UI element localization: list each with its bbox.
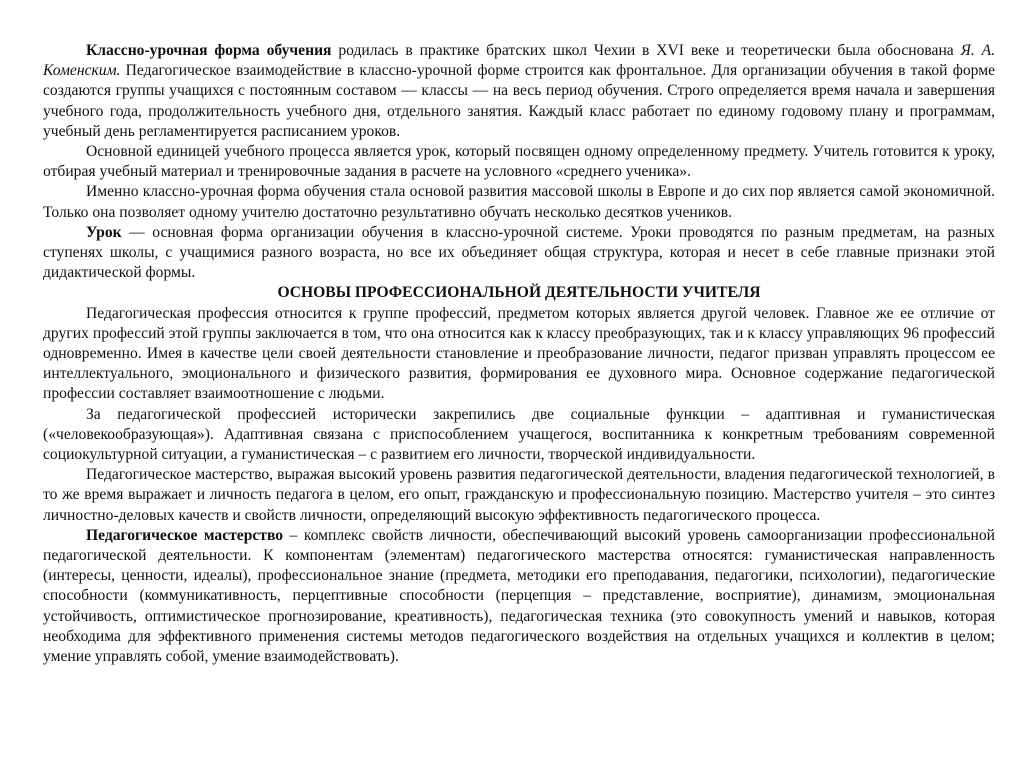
paragraph-text: – комплекс свойств личности, обеспечивающий высокий уровень самоорганизации профессиональной педагогической деятельности. К компонентам (элементам) педагогического мастерства относятся: гуманистическая направленность (интересы, ценности, идеалы), профессиональное знание (предмета, методики его преподавания, педагогики, психологии), педагогические способности (коммуникативность, перцептивные способности (перцепция – представление, восприятие), динамизм, эмоциональная устойчивость, оптимистическое прогнозирование, креативность), педагогическая техника (это совокупность умений и навыков, которая необходима для эффективного применения системы методов педагогического воздействия на отдельных учащихся и коллектив в целом; умение управлять собой, умение взаимодействовать). (43, 526, 995, 666)
paragraph-text: Педагогическое взаимодействие в классно-урочной форме строится как фронтальное. Для организации обучения в такой форме создаются группы учащихся с постоянным составом — классы — на весь период обучения. Строго определяется время начала и завершения учебного года, продолжительность учебного дня, отдельного занятия. Каждый класс работает по единому годовому плану и программам, учебный день регламентируется расписанием уроков. (43, 62, 995, 140)
author-name: Я. А. Коменским. (43, 42, 995, 80)
term-class-lesson-form: Классно-урочная форма обучения (86, 42, 332, 59)
paragraph-lesson-definition (43, 223, 995, 284)
paragraph-lesson-unit (43, 142, 995, 182)
paragraph-text: Именно классно-урочная форма обучения стала основой развития массовой школы в Европе и до сих пор является самой экономичной. Только она позволяет одному учителю достаточно результативно обучать несколько десятков учеников. (43, 183, 995, 221)
paragraph-mass-school (43, 182, 995, 222)
paragraph-mastery-definition (43, 526, 995, 667)
paragraph-text: Педагогическая профессия относится к группе профессий, предметом которых является другой человек. Главное же ее отличие от других профессий этой группы заключается в том, что она относится как к классу преобразующих, так и к классу управляющих 96 профессий одновременно. Имея в качестве цели своей деятельности становление и преобразование личности, педагог призван управлять процессом ее интеллектуального, эмоционального и физического развития, формирования ее духовного мира. Основное содержание педагогической профессии составляет взаимоотношение с людьми. (43, 304, 995, 403)
term-lesson: Урок (86, 223, 122, 241)
paragraph-text: родилась в практике братских школ Чехии в XVI веке и теоретически была обоснована (331, 42, 961, 59)
term-pedagogical-mastery: Педагогическое мастерство (86, 526, 284, 544)
paragraph-mastery (43, 465, 995, 526)
paragraph-text: Педагогическое мастерство, выражая высокий уровень развития педагогической деятельности, владения педагогической технологией, в то же время выражает и личность педагога в целом, его опыт, гражданскую и профессиональную позицию. Мастерство учителя – это синтез личностно-деловых качеств и свойств личности, определяющий высокую эффективность педагогического процесса. (43, 466, 995, 524)
document-page (43, 41, 995, 667)
paragraph-social-functions (43, 405, 995, 466)
paragraph-text: Основной единицей учебного процесса является урок, который посвящен одному определенному предмету. Учитель готовится к уроку, отбирая учебный материал и тренировочные задания в расчете на условного «среднего ученика». (43, 143, 995, 181)
paragraph-pedagogical-profession (43, 304, 995, 405)
paragraph-text: — основная форма организации обучения в классно-урочной системе. Уроки проводятся по разным предметам, на разных ступенях школы, с учащимися разного возраста, но все их объединяет общая структура, которая и несет в себе главные признаки этой дидактической формы. (43, 223, 995, 282)
section-heading: ОСНОВЫ ПРОФЕССИОНАЛЬНОЙ ДЕЯТЕЛЬНОСТИ УЧИТЕЛЯ (277, 284, 761, 302)
paragraph-text: За педагогической профессией исторически закрепились две социальные функции – адаптивная и гуманистическая («человекообразующая»). Адаптивная связана с приспособлением учащегося, воспитанника к конкретным требованиям современной социокультурной ситуации, а гуманистическая – с развитием его личности, творческой индивидуальности. (43, 405, 995, 464)
paragraph-class-lesson-form (43, 41, 995, 142)
